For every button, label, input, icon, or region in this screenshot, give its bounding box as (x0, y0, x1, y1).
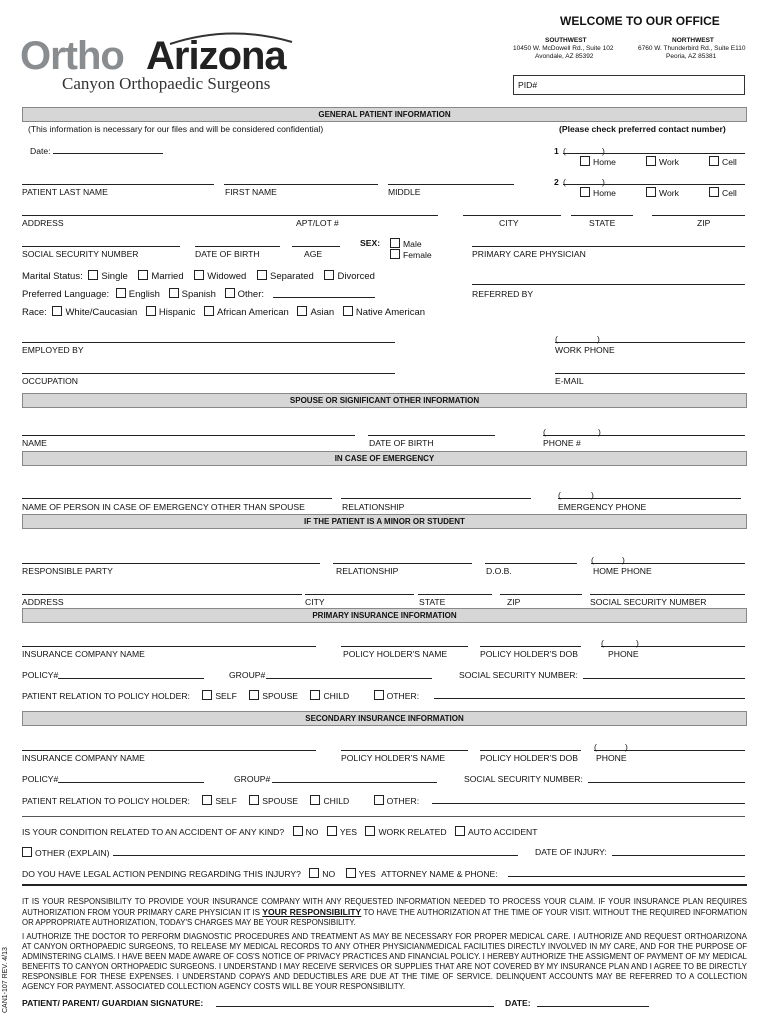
dob-label: DATE OF BIRTH (195, 249, 260, 259)
minor-city-label: CITY (305, 597, 325, 607)
native-checkbox[interactable] (343, 306, 353, 316)
sex-female[interactable] (390, 249, 432, 260)
state-field[interactable] (571, 215, 633, 216)
attorney-label: ATTORNEY NAME & PHONE: (381, 869, 498, 879)
secondary-group-label: GROUP# (234, 774, 271, 784)
minor-home-phone-label: HOME PHONE (593, 566, 652, 576)
spouse-paren-close: ) (598, 427, 601, 437)
phone2-work[interactable] (646, 187, 679, 198)
emergency-relationship-label: RELATIONSHIP (342, 502, 405, 512)
minor-address-label: ADDRESS (22, 597, 64, 607)
primary-other-label: OTHER: (386, 691, 420, 701)
secondary-holder-name-label: POLICY HOLDER'S NAME (341, 753, 446, 763)
asian-label: Asian (310, 307, 335, 318)
race-label: Race: (22, 307, 47, 318)
logo-word-ortho: Ortho (20, 34, 124, 78)
accident-no-label: NO (305, 827, 319, 837)
legal-no-label: NO (322, 869, 336, 879)
signature-date-field[interactable] (537, 1006, 649, 1007)
signature-label: PATIENT/ PARENT/ GUARDIAN SIGNATURE: (22, 998, 204, 1008)
middle-label: MIDDLE (388, 187, 421, 197)
minor-city-field[interactable] (305, 594, 414, 595)
phone2-home-label: Home (593, 188, 616, 198)
separated-checkbox[interactable] (257, 270, 267, 280)
city-field[interactable] (463, 215, 561, 216)
asian-checkbox[interactable] (297, 306, 307, 316)
welcome-title: WELCOME TO OUR OFFICE (560, 14, 720, 28)
address-field[interactable] (22, 215, 438, 216)
secondary-holder-dob-label: POLICY HOLDER'S DOB (480, 753, 578, 763)
married-label: Married (151, 271, 184, 282)
work-related-label: WORK RELATED (378, 827, 447, 837)
male-checkbox[interactable] (390, 238, 400, 248)
work-related-checkbox[interactable] (365, 826, 375, 836)
spouse-name-label: NAME (22, 438, 47, 448)
divorced-label: Divorced (337, 271, 375, 282)
responsibility-paragraph (22, 897, 747, 928)
primary-company-label: INSURANCE COMPANY NAME (22, 649, 145, 659)
secondary-paren-open: ( (594, 742, 597, 752)
primary-child-label: CHILD (323, 691, 350, 701)
employed-field[interactable] (22, 342, 395, 343)
phone2-cell-label: Cell (722, 188, 737, 198)
auto-accident-checkbox[interactable] (455, 826, 465, 836)
phone1-cell-label: Cell (722, 157, 737, 167)
state-label: STATE (589, 218, 616, 228)
other-language-field[interactable] (273, 297, 375, 298)
signature-field[interactable] (216, 1006, 494, 1007)
section-emergency: IN CASE OF EMERGENCY (22, 451, 747, 466)
primary-child-checkbox[interactable] (310, 690, 320, 700)
responsible-party-field[interactable] (22, 563, 320, 564)
minor-relationship-field[interactable] (333, 563, 472, 564)
secondary-relation-row (22, 795, 419, 806)
minor-address-field[interactable] (22, 594, 302, 595)
nw-addr2: Peoria, AZ 85381 (666, 53, 717, 60)
secondary-self-checkbox[interactable] (202, 795, 212, 805)
hispanic-checkbox[interactable] (146, 306, 156, 316)
divider-accident (22, 816, 745, 817)
first-name-field[interactable] (224, 184, 378, 185)
work-phone-paren-open: ( (555, 334, 558, 344)
native-label: Native American (355, 307, 426, 318)
spouse-paren-open: ( (543, 427, 546, 437)
last-name-label: PATIENT LAST NAME (22, 187, 108, 197)
work-phone-label: WORK PHONE (555, 345, 615, 355)
logo-word-arizona: Arizona (146, 34, 286, 78)
female-label: Female (403, 250, 432, 260)
phone1-cell-checkbox[interactable] (709, 156, 719, 166)
spanish-checkbox[interactable] (169, 288, 179, 298)
african-checkbox[interactable] (204, 306, 214, 316)
primary-group-label: GROUP# (229, 670, 266, 680)
emergency-phone-field[interactable] (558, 498, 741, 499)
phone2-paren-open: ( (563, 177, 566, 187)
responsibility-emphasis: YOUR RESPONSIBILITY (262, 907, 362, 917)
section-minor: IF THE PATIENT IS A MINOR OR STUDENT (22, 514, 747, 529)
date-label: Date: (30, 146, 51, 156)
white-label: White/Caucasian (65, 307, 138, 318)
pcp-second-line[interactable] (472, 284, 745, 285)
referred-label: REFERRED BY (472, 289, 534, 299)
male-label: Male (403, 239, 422, 249)
phone1-home[interactable] (580, 156, 616, 167)
sw-addr2: Avondale, AZ 85392 (535, 53, 594, 60)
secondary-child-checkbox[interactable] (310, 795, 320, 805)
age-label: AGE (304, 249, 323, 259)
occupation-label: OCCUPATION (22, 376, 79, 386)
primary-ssn-label: SOCIAL SECURITY NUMBER: (459, 670, 578, 680)
section-primary-insurance: PRIMARY INSURANCE INFORMATION (22, 608, 747, 623)
work-phone-field[interactable] (555, 342, 745, 343)
primary-relation-row (22, 690, 419, 701)
secondary-relation-label: PATIENT RELATION TO POLICY HOLDER: (22, 796, 190, 806)
legal-question: DO YOU HAVE LEGAL ACTION PENDING REGARDING THIS INJURY? (22, 869, 301, 879)
primary-policy-label: POLICY# (22, 670, 59, 680)
primary-policy-field[interactable] (58, 678, 204, 679)
phone1-paren-close: ) (602, 146, 605, 156)
phone2-paren-close: ) (602, 177, 605, 187)
dob-field[interactable] (195, 246, 280, 247)
emergency-phone-label: EMERGENCY PHONE (558, 502, 647, 512)
accident-other[interactable] (22, 847, 110, 858)
female-checkbox[interactable] (390, 249, 400, 259)
secondary-policy-label: POLICY# (22, 774, 59, 784)
phone1-home-label: Home (593, 157, 616, 167)
marital-row (22, 270, 375, 282)
minor-zip-field[interactable] (500, 594, 582, 595)
secondary-policy-field[interactable] (58, 782, 204, 783)
secondary-company-field[interactable] (22, 750, 316, 751)
responsible-party-label: RESPONSIBLE PARTY (22, 566, 113, 576)
african-label: African American (217, 307, 289, 318)
widowed-checkbox[interactable] (194, 270, 204, 280)
hispanic-label: Hispanic (158, 307, 196, 318)
ssn-label: SOCIAL SECURITY NUMBER (22, 249, 139, 259)
nw-title: NORTHWEST (672, 37, 714, 44)
zip-field[interactable] (652, 215, 745, 216)
accident-yes-label: YES (339, 827, 358, 837)
secondary-spouse-checkbox[interactable] (249, 795, 259, 805)
attorney-field[interactable] (508, 876, 745, 877)
pid-box[interactable] (513, 75, 745, 95)
phone2-num: 2 (554, 177, 559, 187)
separated-label: Separated (269, 271, 314, 282)
primary-holder-dob-field[interactable] (480, 646, 581, 647)
secondary-phone-label: PHONE (596, 753, 627, 763)
middle-field[interactable] (388, 184, 514, 185)
emergency-name-field[interactable] (22, 498, 332, 499)
emergency-name-label: NAME OF PERSON IN CASE OF EMERGENCY OTHER THAN SPOUSE (22, 502, 305, 512)
section-secondary-insurance: SECONDARY INSURANCE INFORMATION (22, 711, 747, 726)
spouse-phone-field[interactable] (543, 435, 745, 436)
age-field[interactable] (292, 246, 340, 247)
minor-home-phone-field[interactable] (591, 563, 745, 564)
pid-label: PID# (518, 80, 538, 90)
phone1-cell[interactable] (709, 156, 737, 167)
secondary-other-field[interactable] (432, 803, 745, 804)
secondary-holder-dob-field[interactable] (480, 750, 581, 751)
contact-note: (Please check preferred contact number) (559, 124, 726, 134)
email-label: E-MAIL (555, 376, 584, 386)
phone2-field[interactable] (563, 184, 745, 185)
minor-dob-field[interactable] (485, 563, 577, 564)
emergency-paren-open: ( (558, 490, 561, 500)
city-label: CITY (499, 218, 519, 228)
spouse-dob-label: DATE OF BIRTH (369, 438, 434, 448)
sw-title: SOUTHWEST (545, 37, 587, 44)
first-name-label: FIRST NAME (225, 187, 277, 197)
phone2-home-checkbox[interactable] (580, 187, 590, 197)
phone1-work[interactable] (646, 156, 679, 167)
form-code: CAN1-107 REV. 4/13 (2, 947, 9, 1013)
primary-self-checkbox[interactable] (202, 690, 212, 700)
accident-other-field[interactable] (113, 855, 518, 856)
signature-date-label: DATE: (505, 998, 531, 1008)
legal-no-checkbox[interactable] (309, 868, 319, 878)
general-note: (This information is necessary for our files and will be considered confidential) (28, 124, 324, 134)
section-general: GENERAL PATIENT INFORMATION (22, 107, 747, 122)
phone1-field[interactable] (563, 153, 745, 154)
primary-self-label: SELF (215, 691, 237, 701)
minor-ssn-field[interactable] (590, 594, 745, 595)
responsibility-text-a: IT IS YOUR RESPONSIBILITY TO PROVIDE YOUR INSURANCE COMPANY WITH ANY REQUESTED INFORMATION NEEDED TO PROCESS YOUR CLAIM. IF YOUR INSURANCE PLAN REQUIRES AUTHORIZATION FROM YOUR PRIMARY CARE PHYSICIAN IT IS (22, 897, 747, 917)
language-label: Preferred Language: (22, 289, 110, 300)
divorced-checkbox[interactable] (324, 270, 334, 280)
accident-question: IS YOUR CONDITION RELATED TO AN ACCIDENT OF ANY KIND? (22, 827, 285, 837)
sex-label: SEX: (360, 238, 381, 248)
secondary-child-label: CHILD (323, 796, 350, 806)
primary-group-field[interactable] (266, 678, 432, 679)
work-phone-paren-close: ) (597, 334, 600, 344)
minor-ssn-label: SOCIAL SECURITY NUMBER (590, 597, 707, 607)
accident-other-checkbox[interactable] (22, 847, 32, 857)
phone2-work-label: Work (659, 188, 679, 198)
phone1-num: 1 (554, 146, 559, 156)
secondary-holder-name-field[interactable] (341, 750, 468, 751)
primary-holder-name-field[interactable] (341, 646, 468, 647)
primary-paren-close: ) (636, 638, 639, 648)
single-label: Single (101, 271, 128, 282)
married-checkbox[interactable] (138, 270, 148, 280)
secondary-other-checkbox[interactable] (374, 795, 384, 805)
language-row (22, 288, 264, 300)
employed-label: EMPLOYED BY (22, 345, 84, 355)
primary-holder-name-label: POLICY HOLDER'S NAME (343, 649, 448, 659)
emergency-paren-close: ) (591, 490, 594, 500)
widowed-label: Widowed (207, 271, 247, 282)
secondary-self-label: SELF (215, 796, 237, 806)
minor-dob-label: D.O.B. (486, 566, 512, 576)
phone1-work-label: Work (659, 157, 679, 167)
other-language-checkbox[interactable] (225, 288, 235, 298)
secondary-phone-field[interactable] (594, 750, 745, 751)
accident-other-label: OTHER (EXPLAIN) (35, 848, 110, 858)
minor-paren-close: ) (622, 555, 625, 565)
authorization-paragraph: I AUTHORIZE THE DOCTOR TO PERFORM DIAGNOSTIC PROCEDURES AND TREATMENT AS MAY BE NECESSARY FOR PROPER MEDICAL CARE. I AUTHORIZE AND REQUEST ORTHOARIZONA AT CANYON ORTHOPAEDIC SURGEONS, TO RELEASE MY MEDICAL RECORDS TO ANY OTHER PHYSICIAN/MEDICAL FACILITIES DIRECTLY INVOLVED IN MY CARE, AND FOR THE PURPOSE OF ADMINSTERING CLAIMS. I HAVE BEEN MADE AWARE OF COS'S NOTICE OF PRIVACY PRACTICES AND FINANCIAL POLICY. I HEREBY AUTHORIZE THE ASSIGMENT OF PAYMENT OF MY MEDICAL BENEFITS TO CANYON ORTHOPAEDIC SURGEONS. I UNDERSTAND I MAY RECEIVE SERVICES OR SUPPLIES THAT ARE NOT COVERED BY MY INSURANCE PLAN AND I AGREE TO BE DIRECTLY RESPONSIBLE FOR THESE EXPENSES. I UNDERSTAND COPAYS AND DEDUCTIBLES ARE DUE AT THE TIME OF SERVICE. DELINQUENT ACCOUNTS MAY BE REFERRED TO A COLLECTION AGENCY FOR PAYMENT. ASSOCIATED COLLECTION AGENCY COSTS WILL BE YOUR RESPONSIBILITY. (22, 932, 747, 991)
secondary-company-label: INSURANCE COMPANY NAME (22, 753, 145, 763)
minor-paren-open: ( (591, 555, 594, 565)
primary-spouse-checkbox[interactable] (249, 690, 259, 700)
nw-addr1: 6760 W. Thunderbird Rd., Suite E110 (638, 45, 746, 52)
marital-label: Marital Status: (22, 271, 83, 282)
spanish-label: Spanish (181, 289, 216, 300)
other-language-label: Other: (237, 289, 264, 300)
responsibility-text-c: TO HAVE THE AUTHORIZATION AT THE TIME OF YOUR VISIT. WITHOUT THE REQUIRED INFORMATION OR APPROPRIATE AUTHORIZATION, TODAY'S CHARGES MAY BE YOUR RESPONSIBILITY. (22, 908, 748, 927)
phone2-cell[interactable] (709, 187, 737, 198)
primary-relation-label: PATIENT RELATION TO POLICY HOLDER: (22, 691, 190, 701)
sex-male[interactable] (390, 238, 422, 249)
auto-accident-label: AUTO ACCIDENT (467, 827, 538, 837)
secondary-ssn-label: SOCIAL SECURITY NUMBER: (464, 774, 583, 784)
secondary-group-field[interactable] (272, 782, 437, 783)
legal-yes-label: YES (358, 869, 376, 879)
primary-other-checkbox[interactable] (374, 690, 384, 700)
minor-state-field[interactable] (418, 594, 492, 595)
ssn-field[interactable] (22, 246, 180, 247)
race-row (22, 306, 425, 318)
minor-state-label: STATE (419, 597, 446, 607)
sw-addr1: 10450 W. McDowell Rd., Suite 102 (513, 45, 614, 52)
primary-spouse-label: SPOUSE (262, 691, 299, 701)
primary-phone-field[interactable] (601, 646, 745, 647)
date-of-injury-label: DATE OF INJURY: (535, 847, 607, 857)
primary-other-field[interactable] (434, 698, 745, 699)
date-field[interactable] (53, 153, 163, 154)
phone2-cell-checkbox[interactable] (709, 187, 719, 197)
apt-label: APT/LOT # (296, 218, 339, 228)
white-checkbox[interactable] (52, 306, 62, 316)
minor-relationship-label: RELATIONSHIP (336, 566, 399, 576)
logo-subtitle: Canyon Orthopaedic Surgeons (62, 74, 271, 93)
zip-label: ZIP (697, 218, 711, 228)
accident-no-checkbox[interactable] (293, 826, 303, 836)
legal-row (22, 868, 498, 879)
english-label: English (128, 289, 160, 300)
secondary-spouse-label: SPOUSE (262, 796, 299, 806)
email-field[interactable] (555, 373, 745, 374)
primary-company-field[interactable] (22, 646, 316, 647)
english-checkbox[interactable] (116, 288, 126, 298)
minor-zip-label: ZIP (507, 597, 521, 607)
secondary-other-label: OTHER: (386, 796, 420, 806)
section-spouse: SPOUSE OR SIGNIFICANT OTHER INFORMATION (22, 393, 747, 408)
accident-row (22, 826, 538, 837)
spouse-name-field[interactable] (22, 435, 355, 436)
divider-legal (22, 884, 747, 886)
occupation-field[interactable] (22, 373, 395, 374)
secondary-paren-close: ) (625, 742, 628, 752)
primary-ssn-field[interactable] (583, 678, 745, 679)
primary-phone-label: PHONE (608, 649, 639, 659)
address-label: ADDRESS (22, 218, 64, 228)
date-of-injury-field[interactable] (612, 855, 745, 856)
emergency-relationship-field[interactable] (341, 498, 531, 499)
accident-yes-checkbox[interactable] (327, 826, 337, 836)
primary-holder-dob-label: POLICY HOLDER'S DOB (480, 649, 578, 659)
phone2-home[interactable] (580, 187, 616, 198)
single-checkbox[interactable] (88, 270, 98, 280)
spouse-dob-field[interactable] (368, 435, 495, 436)
primary-paren-open: ( (601, 638, 604, 648)
spouse-phone-label: PHONE # (543, 438, 581, 448)
pcp-label: PRIMARY CARE PHYSICIAN (472, 249, 586, 259)
phone1-work-checkbox[interactable] (646, 156, 656, 166)
last-name-field[interactable] (22, 184, 214, 185)
legal-yes-checkbox[interactable] (346, 868, 356, 878)
phone2-work-checkbox[interactable] (646, 187, 656, 197)
phone1-home-checkbox[interactable] (580, 156, 590, 166)
pcp-field[interactable] (472, 246, 745, 247)
phone1-paren-open: ( (563, 146, 566, 156)
secondary-ssn-field[interactable] (588, 782, 745, 783)
